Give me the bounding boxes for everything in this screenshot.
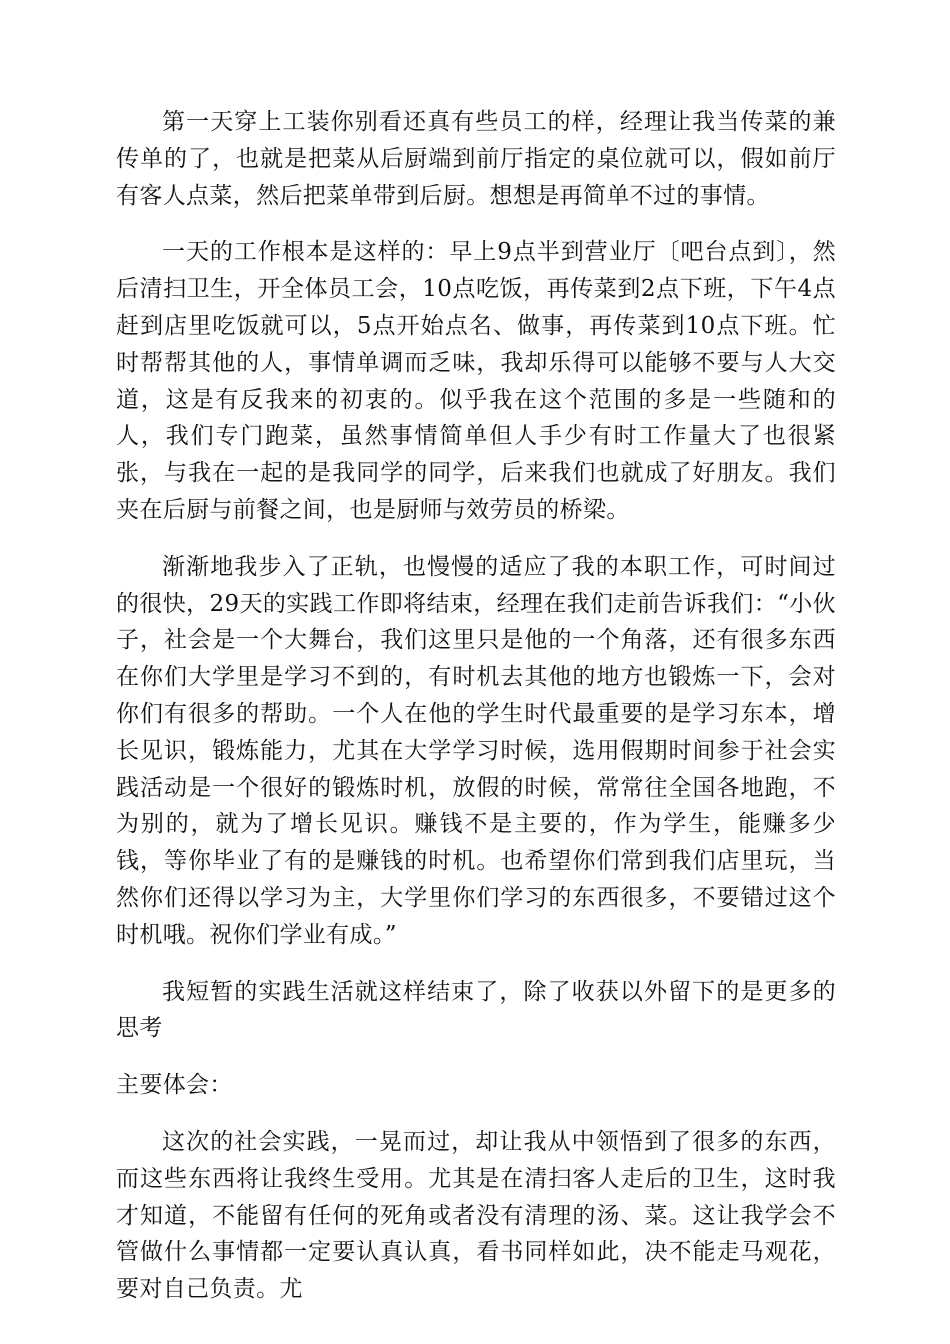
document-body [116,104,836,1308]
section-heading-main-experience: 主要体会： [116,1072,233,1099]
paragraph-reflection: 这次的社会实践，一晃而过，却让我从中领悟到了很多的东西，而这些东西将让我终生受用。尤其是在清扫客人走后的卫生，这时我才知道，不能留有任何的死角或者没有清理的汤、菜。这让我学会不管做什么事情都一定要认真认真，看书同样如此，决不能走马观花，要对自己负责。尤 [116,1128,836,1303]
paragraph-daily-schedule: 一天的工作根本是这样的：早上9点半到营业厅〔吧台点到〕，然后清扫卫生，开全体员工会，10点吃饭，再传菜到2点下班，下午4点赶到店里吃饭就可以，5点开始点名、做事，再传菜到10点下班。忙时帮帮其他的人，事情单调而乏味，我却乐得可以能够不要与人大交道，这是有反我来的初衷的。似乎我在这个范围的多是一些随和的人，我们专门跑菜，虽然事情简单但人手少有时工作量大了也很紧张，与我在一起的是我同学的同学，后来我们也就成了好朋友。我们夹在后厨与前餐之间，也是厨师与效劳员的桥梁。 [116,239,836,523]
paragraph-practice-end: 我短暂的实践生活就这样结束了，除了收获以外留下的是更多的思考 [116,978,836,1042]
paragraph-work-intro: 第一天穿上工装你别看还真有些员工的样，经理让我当传菜的兼传单的了，也就是把菜从后厨端到前厅指定的桌位就可以，假如前厅有客人点菜，然后把菜单带到后厨。想想是再简单不过的事情。 [116,109,836,209]
paragraph-manager-advice: 渐渐地我步入了正轨，也慢慢的适应了我的本职工作，可时间过的很快，29天的实践工作即将结束，经理在我们走前告诉我们：“小伙子，社会是一个大舞台，我们这里只是他的一个角落，还有很多东西在你们大学里是学习不到的，有时机去其他的地方也锻炼一下，会对你们有很多的帮助。一个人在他的学生时代最重要的是学习东本，增长见识，锻炼能力，尤其在大学学习时候，选用假期时间参于社会实践活动是一个很好的锻炼时机，放假的时候，常常往全国各地跑，不为别的，就为了增长见识。赚钱不是主要的，作为学生，能赚多少钱，等你毕业了有的是赚钱的时机。也希望你们常到我们店里玩，当然你们还得以学习为主，大学里你们学习的东西很多，不要错过这个时机哦。祝你们学业有成。” [116,553,836,948]
